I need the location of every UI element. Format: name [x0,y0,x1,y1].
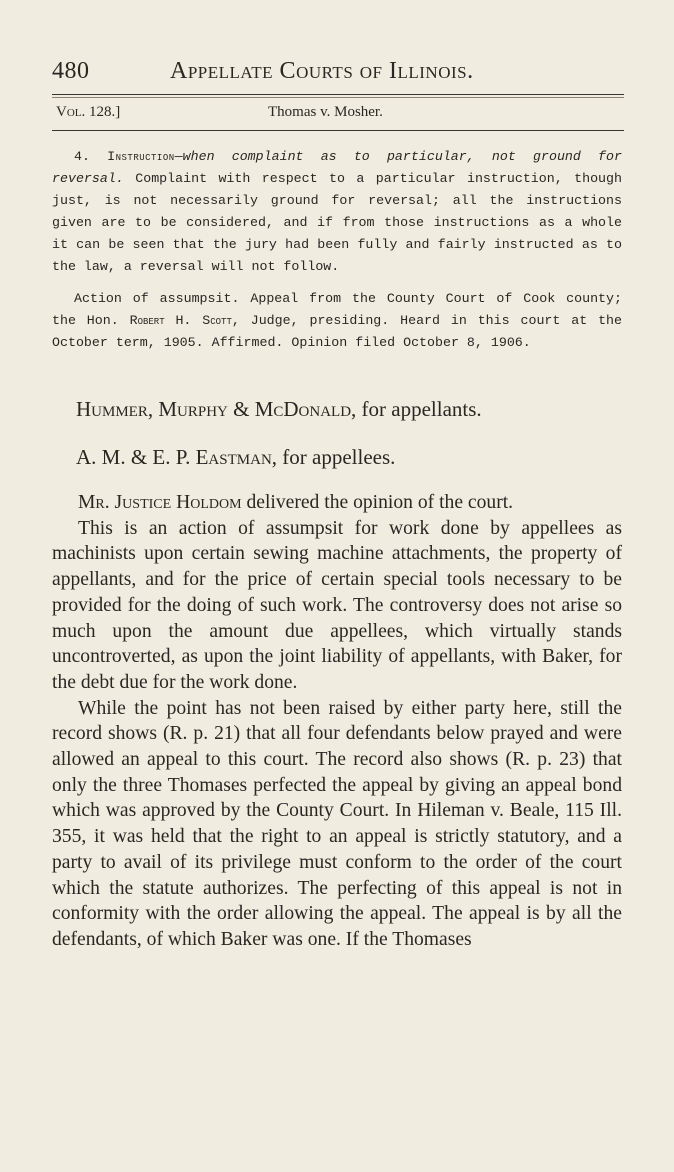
opinion-paragraph: While the point has not been raised by either party here, still the record shows (R. p. 21) that all four defendants below prayed and were allowed an appeal to this court. The record also shows (R. p. 23) that only the three Thomases perfected the appeal by giving an appeal bond which was approved by the County Court. In Hileman v. Beale, 115 Ill. 355, it was held that the right to an appeal is strictly statutory, and a party to avail of its privilege must conform to the order of the court which the statute authorizes. The perfecting of this appeal is not in conformity with the order allowing the appeal. The appeal is by all the defendants, of which Baker was one. If the Thomases [52,697,622,950]
counsel-appellees [76,444,624,470]
opinion-paragraph: This is an action of assumpsit for work done by appellees as machinists upon certain sewing machine attachments, the property of appellants, and for the price of certain special tools necessary to be provided for the doing of such work. The controversy does not arise so much upon the amount due appellees, which virtually stands uncontroverted, as upon the joint liability of appellants, with Baker, for the debt due for the work done. [52,517,622,693]
header-rule-thin [52,97,624,98]
volume-label: Vol. 128.] [56,104,121,120]
justice-name: Mr. Justice Holdom [78,492,242,513]
appellants-counsel-names: Hummer, Murphy & McDonald [76,397,352,421]
appellees-role: , for appellees. [271,445,396,469]
headnote-dash: — [174,149,183,164]
running-head [52,58,624,88]
summary-before-judge: Action of assumpsit. Appeal from the County Court of Cook county; the Hon. [52,291,622,328]
page-number: 480 [52,58,90,84]
appellees-initials: A. M. & E. P. [76,445,191,469]
headnote-body: Complaint with respect to a particular instruction, though just, is not necessarily ground for reversal; all the instructions given are to be considered, and if from those instructions as a whole it can be seen that the jury had been fully and fairly instructed as to the law, a reversal will not follow. [52,171,622,274]
delivered-text: delivered the opinion of the court. [241,492,514,513]
headnote-italic: when complaint as to particular, not ground for reversal. [52,149,622,186]
caption-rule [52,130,624,131]
counsel-appellants [76,396,624,422]
opinion-text [52,490,622,953]
case-summary [52,288,622,354]
headnote-number: 4. [74,149,90,164]
appellees-counsel-name: Eastman [195,445,272,469]
headnote [52,146,622,278]
appellants-role: , for appellants. [351,397,482,421]
running-title: Appellate Courts of Illinois. [170,58,474,84]
trial-judge-name: Robert H. Scott [129,313,232,328]
case-caption: Thomas v. Mosher. [268,104,383,120]
opinion-attribution [52,490,622,516]
headnote-topic: Instruction [107,149,175,164]
header-rule [52,94,624,95]
summary-after-judge: , Judge, presiding. Heard in this court at the October term, 1905. Affirmed. Opinion filed October 8, 1906. [52,313,623,350]
